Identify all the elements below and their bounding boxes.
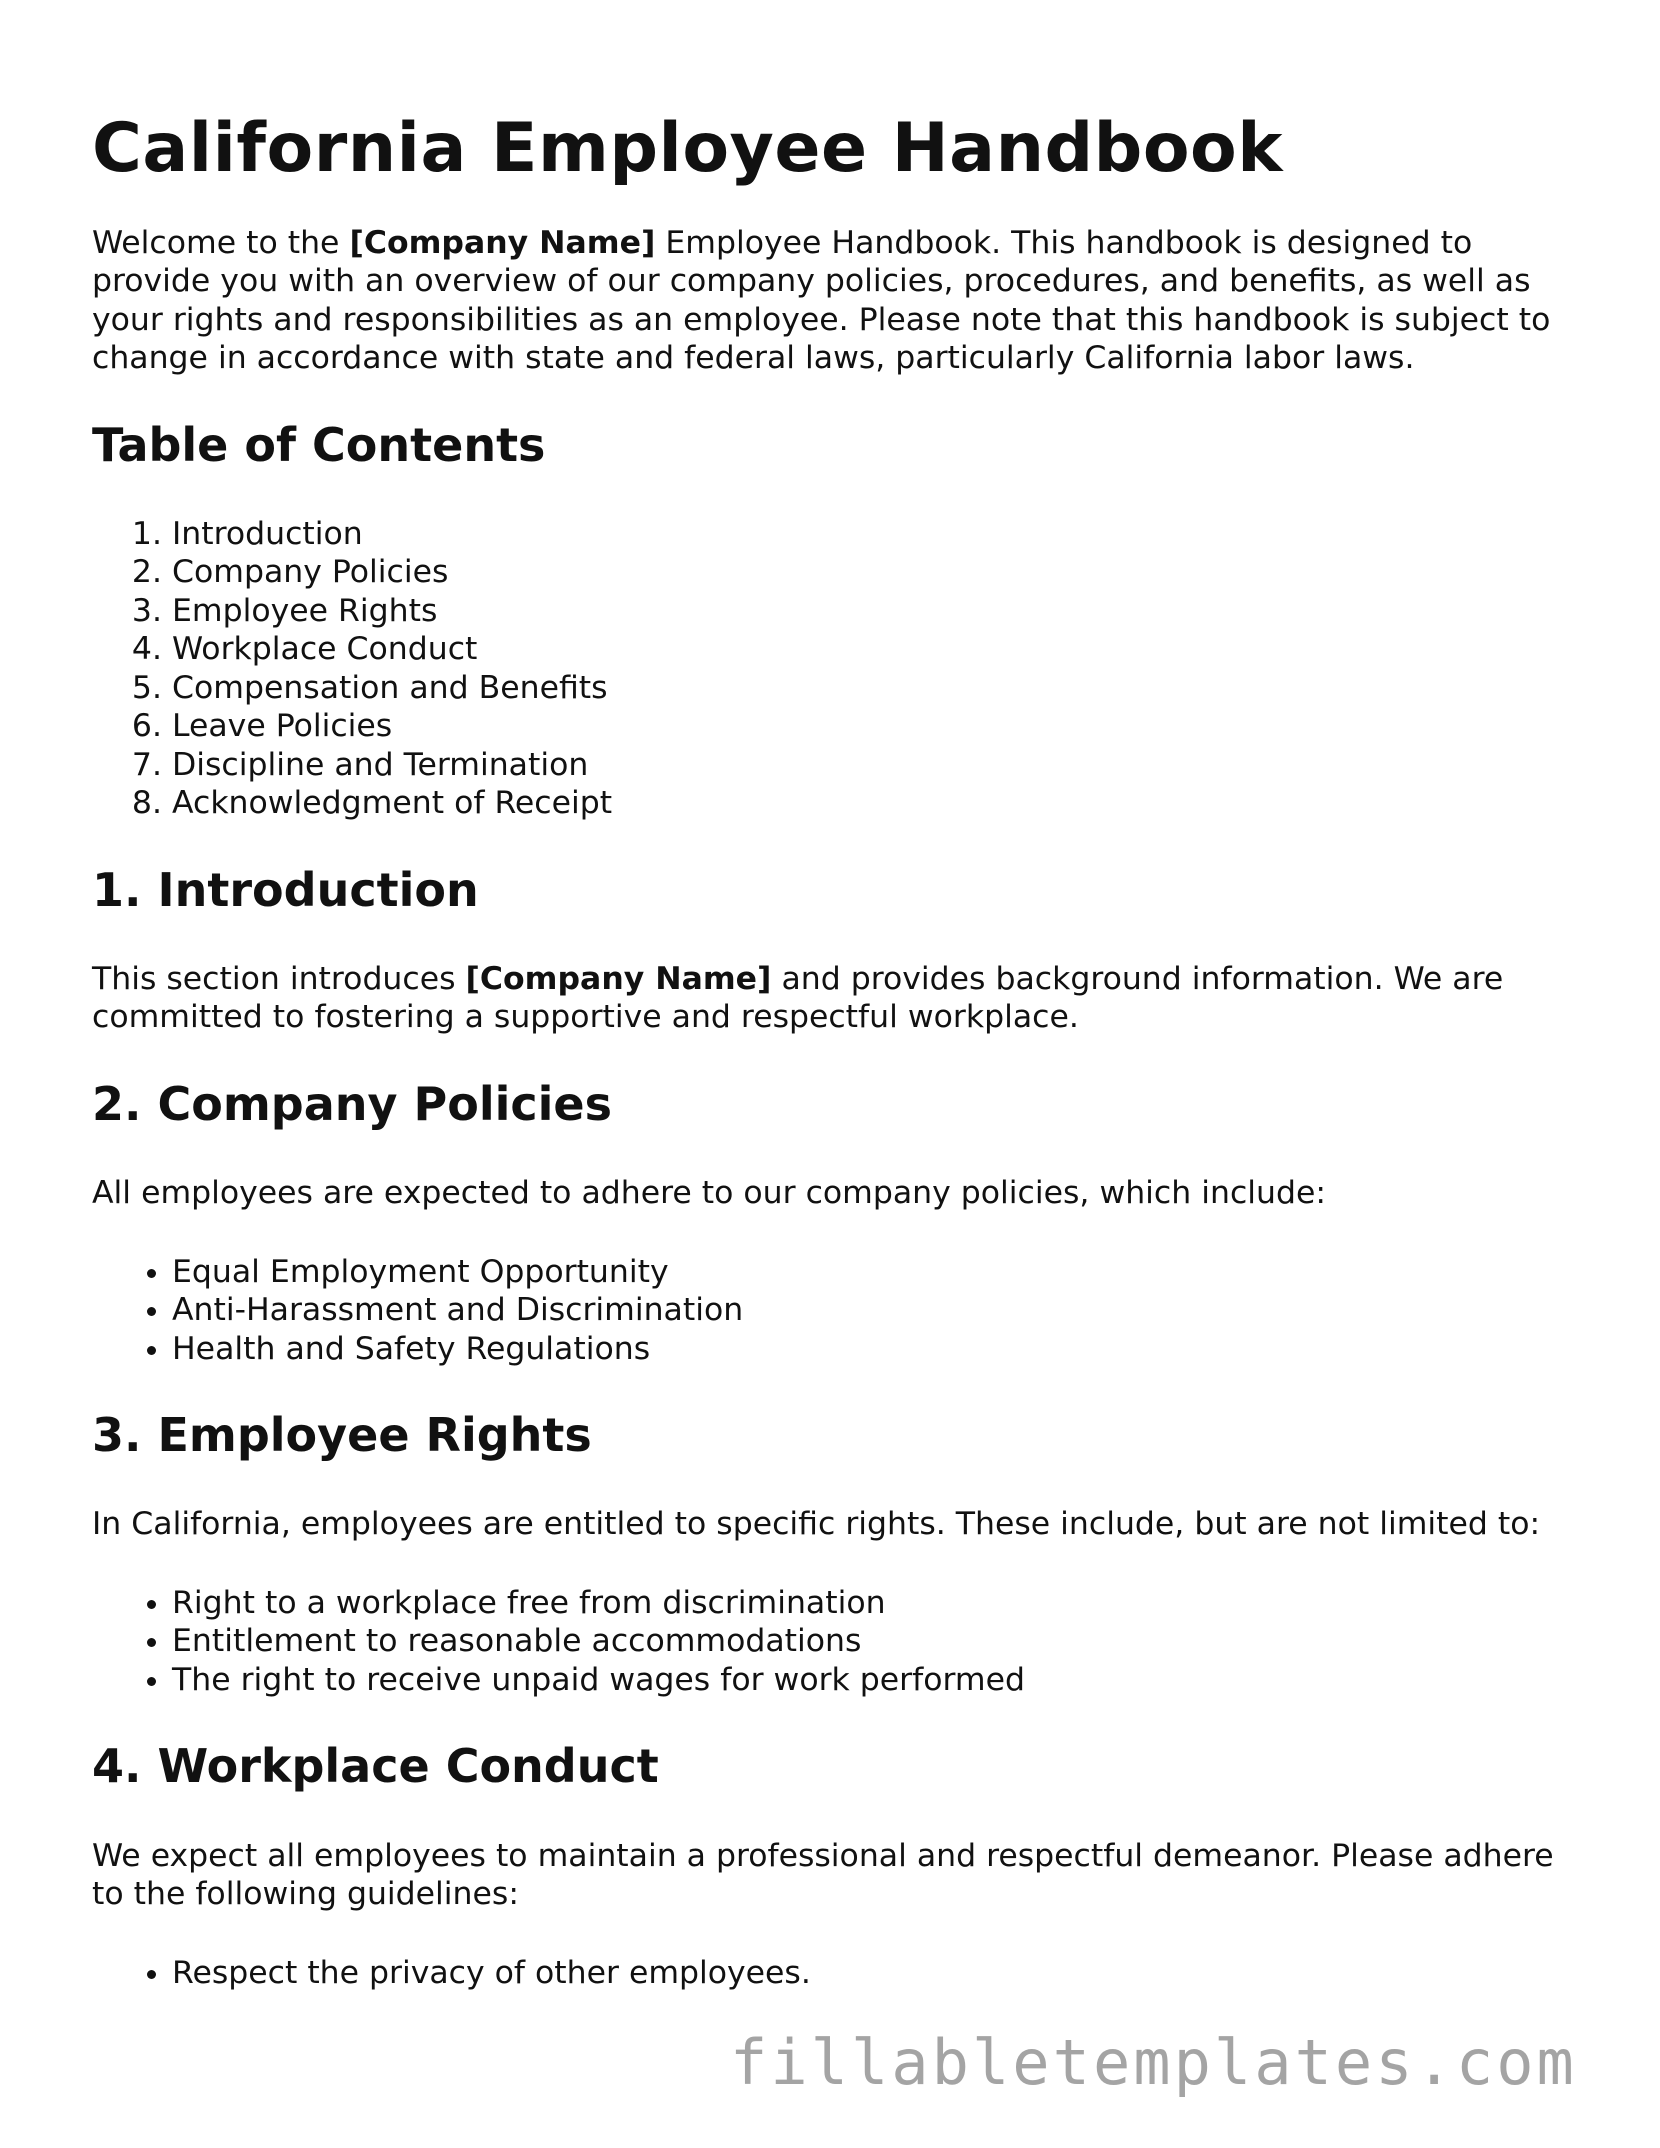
section-conduct-heading: 4. Workplace Conduct bbox=[92, 1739, 659, 1794]
document-page bbox=[92, 108, 1572, 2032]
toc-heading: Table of Contents bbox=[92, 417, 546, 472]
section-conduct-text: We expect all employees to maintain a professional and respectful demeanor. Please adhere to the following guidelines: bbox=[92, 1837, 1554, 1913]
toc-item: 7. Discipline and Termination bbox=[172, 746, 1572, 785]
list-item: • The right to receive unpaid wages for work performed bbox=[172, 1661, 1572, 1700]
toc-item: 6. Leave Policies bbox=[172, 707, 1572, 746]
list-item: • Anti-Harassment and Discrimination bbox=[172, 1291, 1572, 1330]
document-title: California Employee Handbook bbox=[92, 109, 1283, 188]
toc-item: 8. Acknowledgment of Receipt bbox=[172, 784, 1572, 823]
section-introduction-text bbox=[92, 960, 1572, 1037]
rights-list bbox=[92, 1584, 1572, 1700]
toc-item: 3. Employee Rights bbox=[172, 592, 1572, 631]
list-item: • Equal Employment Opportunity bbox=[172, 1253, 1572, 1292]
toc-item: 5. Compensation and Benefits bbox=[172, 669, 1572, 708]
list-item: • Right to a workplace free from discrimination bbox=[172, 1584, 1572, 1623]
section-rights-heading: 3. Employee Rights bbox=[92, 1408, 592, 1463]
watermark-text: fillabletemplates.com bbox=[730, 2026, 1577, 2099]
list-item: • Health and Safety Regulations bbox=[172, 1330, 1572, 1369]
toc-item: 4. Workplace Conduct bbox=[172, 630, 1572, 669]
policies-list bbox=[92, 1253, 1572, 1369]
toc-item: 1. Introduction bbox=[172, 515, 1572, 554]
section-policies-heading: 2. Company Policies bbox=[92, 1076, 612, 1131]
toc-list bbox=[92, 515, 1572, 823]
company-name-placeholder: [Company Name] bbox=[465, 960, 772, 997]
list-item: • Respect the privacy of other employees. bbox=[172, 1954, 1572, 1993]
section-introduction-heading: 1. Introduction bbox=[92, 862, 479, 917]
intro-suffix: Employee Handbook. This handbook is designed to provide you with an overview of our company policies, procedures, and benefits, as well as your rights and responsibilities as an employee. Please note that this handbook is subject to change in accordance with state and federal laws, particularly California labor laws. bbox=[92, 224, 1551, 377]
list-item: • Entitlement to reasonable accommodations bbox=[172, 1622, 1572, 1661]
section-policies-text: All employees are expected to adhere to our company policies, which include: bbox=[92, 1175, 1326, 1212]
introduction-prefix: This section introduces bbox=[92, 960, 466, 997]
intro-paragraph bbox=[92, 224, 1572, 378]
intro-prefix: Welcome to the bbox=[92, 224, 350, 261]
toc-item: 2. Company Policies bbox=[172, 553, 1572, 592]
conduct-list bbox=[92, 1954, 1572, 1993]
section-rights-text: In California, employees are entitled to specific rights. These include, but are not limited to: bbox=[92, 1506, 1541, 1543]
introduction-suffix: and provides background information. We are committed to fostering a supportive and respectful workplace. bbox=[92, 960, 1504, 1036]
company-name-placeholder: [Company Name] bbox=[349, 224, 656, 261]
